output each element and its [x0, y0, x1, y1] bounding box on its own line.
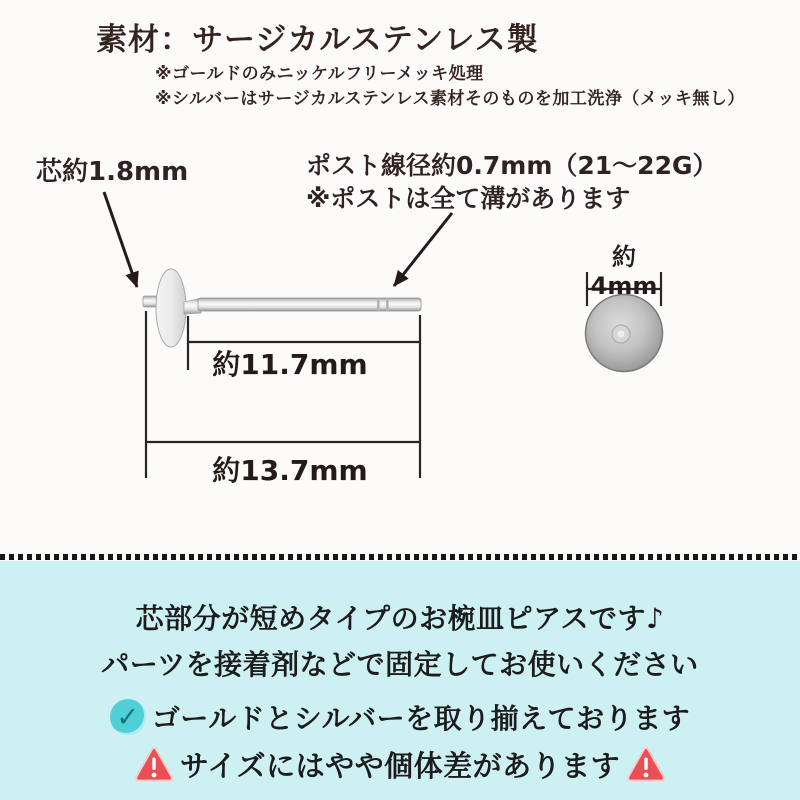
check-mark-icon: ✓	[110, 699, 146, 735]
post-length-dimension-label: 約11.7mm	[212, 348, 368, 381]
post-groove-line	[377, 298, 380, 311]
warning-triangle-icon	[626, 745, 666, 785]
post-groove-note: ※ポストは全て溝があります	[306, 184, 631, 213]
availability-text: ゴールドとシルバーを取り揃えております	[151, 702, 691, 735]
post-gauge-label: ポスト線径約0.7mm（21〜22G）	[306, 151, 718, 180]
cup-diameter-dimension-label: 約4mm	[590, 243, 658, 300]
core-size-label: 芯約1.8mm	[36, 157, 189, 187]
material-note-gold: ※ゴールドのみニッケルフリーメッキ処理	[155, 64, 484, 84]
post-groove-line	[386, 298, 389, 311]
groove-pointer-arrow	[394, 213, 452, 286]
warning-triangle-icon	[134, 745, 174, 785]
color-availability-row	[0, 697, 800, 737]
description-line-1: 芯部分が短めタイプのお椀皿ピアスです♪	[135, 602, 665, 635]
earring-side-view	[143, 269, 421, 347]
total-length-dimension-label: 約13.7mm	[212, 454, 368, 487]
info-panel	[0, 561, 800, 800]
material-note-silver: ※シルバーはサージカルステンレス素材そのものを加工洗浄（メッキ無し）	[155, 89, 745, 109]
core-pointer-arrow	[104, 192, 137, 287]
size-warning-text: サイズにはやや個体差があります	[179, 749, 621, 783]
description-line-2: パーツを接着剤などで固定してお使いください	[101, 648, 699, 681]
size-warning-row	[0, 744, 800, 785]
cup-top-view	[586, 295, 663, 372]
material-title: 素材：サージカルステンレス製	[96, 22, 539, 58]
dotted-divider	[0, 554, 800, 560]
